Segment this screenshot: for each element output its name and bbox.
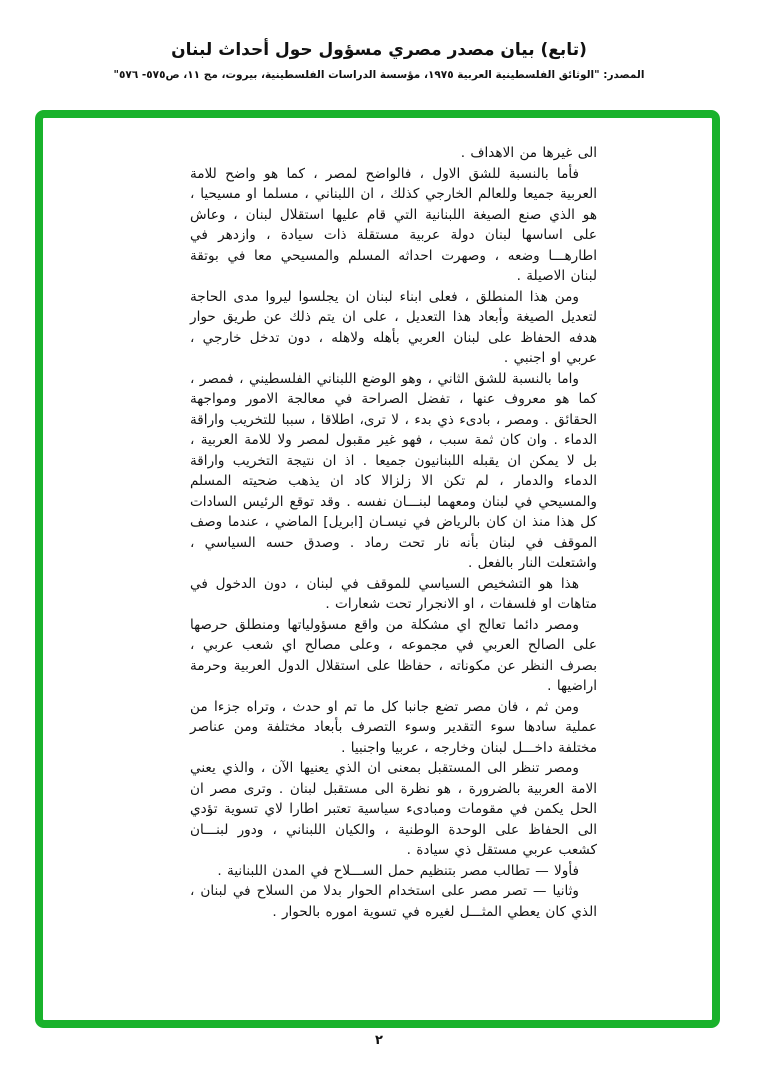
paragraph: فأما بالنسبة للشق الاول ، فالواضح لمصر ، كما هو واضح للامة العربية جميعا وللعالم الخارجي كذلك ، ان اللبناني ، مسلما او مسيحيا ، هو الذي صنع الصيغة اللبنانية التي قام عليها استقلال لبنان ، وعاش على اساسها لبنان دولة عربية مستقلة ذات سيادة ، وازدهر في اطارهـــا وضعه ، وصهرت احداثه المسلم والمسيحي معا في بوتقة لبنان الاصيلة . bbox=[190, 165, 597, 284]
paragraph: ومصر دائما تعالج اي مشكلة من واقع مسؤولياتها ومنطلق حرصها على الصالح العربي في مجموعه ، وعلى مصالح اي شعب عربي ، بصرف النظر عن مكوناته ، حفاظا على استقلال الدول العربية وحرمة اراضيها . bbox=[190, 616, 597, 694]
source-citation: المصدر: "الوثائق الفلسطينية العربية ١٩٧٥، مؤسسة الدراسات الفلسطينية، بيروت، مج ١١، ص٥٧٥- ٥٧٦" bbox=[113, 69, 645, 81]
document-body-text bbox=[43, 118, 712, 1020]
paragraph: ومن ثم ، فان مصر تضع جانبا كل ما تم او حدث ، وتراه جزءا من عملية سادها سوء التقدير وسوء التصرف بأبعاد مختلفة ومن عناصر مختلفة داخـــل لبنان وخارجه ، عربيا واجنبيا . bbox=[190, 698, 597, 756]
paragraph: هذا هو التشخيص السياسي للموقف في لبنان ، دون الدخول في متاهات او فلسفات ، او الانجرار تحت شعارات . bbox=[190, 575, 597, 612]
paragraph: وثانيا — تصر مصر على استخدام الحوار بدلا من السلاح في لبنان ، الذي كان يعطي المثـــل لغيره في تسوية اموره بالحوار . bbox=[190, 883, 597, 920]
document-title: (تابع) بيان مصدر مصري مسؤول حول أحداث لبنان bbox=[171, 40, 587, 60]
paragraph: ومصر تنظر الى المستقبل بمعنى ان الذي يعنيها الآن ، والذي يعني الامة العربية بالضرورة ، هو نظرة الى مستقبل لبنان . وترى مصر ان الحل يكمن في مقومات ومبادىء سياسية تعتبر اطارا لاي تسوية تؤدي الى الحفاظ على الوحدة الوطنية ، والكيان اللبناني ، ودور لبنـــان كشعب عربي مستقل ذي سيادة . bbox=[190, 760, 597, 858]
paragraph: واما بالنسبة للشق الثاني ، وهو الوضع اللبناني الفلسطيني ، فمصر ، كما هو معروف عنها ، تفضل الصراحة في معالجة الامور ومواجهة الحقائق . ومصر ، بادىء ذي بدء ، لا ترى، اطلاقا ، سببا للتخريب واراقة الدماء . وان كان ثمة سبب ، فهو غير مقبول لمصر ولا للامة العربية ، بل لا يمكن ان يقبله اللبنانيون جميعا . اذ ان نتيجة التخريب واراقة الدماء والدمار ، لم تكن الا زلزالا كاد ان يذهب ضحيته المسلم والمسيحي في لبنان ومعهما لبنـــان نفسه . وقد توقع الرئيس السادات كل هذا منذ ان كان بالرياض في نيسـان [ابريل] الماضي ، عندما وصف الموقف في لبنان بأنه نار تحت رماد . وصدق حسه السياسي ، واشتعلت النار بالفعل . bbox=[190, 370, 597, 571]
paragraph: فأولا — تطالب مصر بتنظيم حمل الســـلاح في المدن اللبنانية . bbox=[217, 862, 579, 879]
paragraph: ومن هذا المنطلق ، فعلى ابناء لبنان ان يجلسوا ليروا مدى الحاجة لتعديل الصيغة وأبعاد هذا التعديل ، على ان يتم ذلك عن طريق حوار هدفه الحفاظ على لبنان العربي بأهله ولاهله ، دون تدخل خارجي ، عربي او اجنبي . bbox=[190, 288, 597, 366]
paragraph-continuation: الى غيرها من الاهداف . bbox=[460, 145, 597, 161]
page-header bbox=[0, 40, 758, 81]
document-frame-border bbox=[35, 110, 720, 1028]
page-number: ٢ bbox=[375, 1033, 383, 1048]
